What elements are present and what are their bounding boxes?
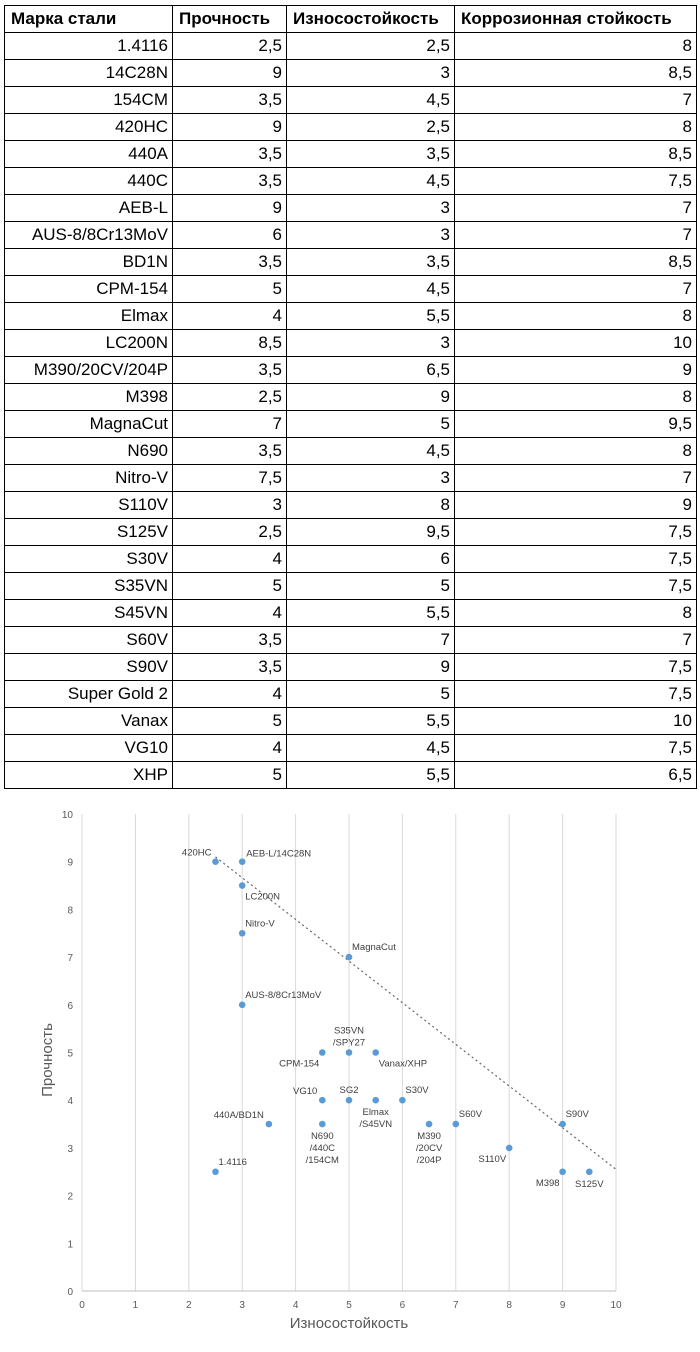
- point-label: CPM-154: [279, 1058, 320, 1070]
- cell-steel-grade: S35VN: [5, 573, 173, 600]
- cell-corrosion-resistance: 10: [455, 330, 697, 357]
- table-row: [5, 276, 697, 303]
- cell-strength: 3,5: [173, 654, 287, 681]
- table-row: [5, 114, 697, 141]
- x-tick-label: 0: [79, 1300, 85, 1311]
- table-row: [5, 411, 697, 438]
- cell-strength: 9: [173, 114, 287, 141]
- cell-corrosion-resistance: 9: [455, 357, 697, 384]
- table-row: [5, 384, 697, 411]
- data-point: [586, 1168, 593, 1175]
- table-row: [5, 249, 697, 276]
- cell-strength: 3,5: [173, 141, 287, 168]
- cell-steel-grade: S60V: [5, 627, 173, 654]
- chart-tick-labels: [62, 810, 622, 1311]
- table-row: [5, 600, 697, 627]
- cell-steel-grade: BD1N: [5, 249, 173, 276]
- cell-strength: 2,5: [173, 384, 287, 411]
- cell-strength: 3,5: [173, 627, 287, 654]
- cell-corrosion-resistance: 7,5: [455, 654, 697, 681]
- cell-steel-grade: 154CM: [5, 87, 173, 114]
- x-tick-label: 5: [346, 1300, 352, 1311]
- cell-steel-grade: 440C: [5, 168, 173, 195]
- cell-wear-resistance: 5,5: [287, 303, 455, 330]
- cell-wear-resistance: 7: [287, 627, 455, 654]
- table-row: [5, 87, 697, 114]
- point-label: Elmax /S45VN: [359, 1107, 393, 1131]
- cell-corrosion-resistance: 7: [455, 222, 697, 249]
- data-point: [372, 1097, 379, 1104]
- cell-corrosion-resistance: 7: [455, 465, 697, 492]
- cell-strength: 7,5: [173, 465, 287, 492]
- header-wear-resistance: Износостойкость: [287, 6, 455, 33]
- data-point: [239, 1002, 246, 1009]
- data-point: [559, 1121, 566, 1128]
- point-label: Vanax/XHP: [378, 1058, 428, 1070]
- scatter-chart: [0, 798, 700, 1352]
- cell-steel-grade: CPM-154: [5, 276, 173, 303]
- table-body: [5, 33, 697, 789]
- cell-strength: 3,5: [173, 438, 287, 465]
- cell-steel-grade: M390/20CV/204P: [5, 357, 173, 384]
- cell-wear-resistance: 3: [287, 60, 455, 87]
- cell-strength: 6: [173, 222, 287, 249]
- cell-steel-grade: S110V: [5, 492, 173, 519]
- cell-strength: 5: [173, 573, 287, 600]
- cell-strength: 5: [173, 762, 287, 789]
- data-point: [239, 930, 246, 937]
- x-tick-label: 4: [292, 1300, 299, 1311]
- table-row: [5, 195, 697, 222]
- data-point: [372, 1049, 379, 1056]
- cell-wear-resistance: 4,5: [287, 735, 455, 762]
- table-row: [5, 330, 697, 357]
- data-point: [506, 1145, 513, 1152]
- point-label: M398: [535, 1177, 560, 1189]
- cell-corrosion-resistance: 7,5: [455, 681, 697, 708]
- cell-wear-resistance: 3,5: [287, 141, 455, 168]
- cell-wear-resistance: 3: [287, 465, 455, 492]
- cell-corrosion-resistance: 10: [455, 708, 697, 735]
- point-label: S30V: [405, 1085, 429, 1097]
- data-point: [346, 1049, 353, 1056]
- table-row: [5, 708, 697, 735]
- point-label: AEB-L/14C28N: [246, 848, 312, 860]
- cell-corrosion-resistance: 8,5: [455, 141, 697, 168]
- point-label: SG2: [339, 1085, 359, 1097]
- table-row: [5, 681, 697, 708]
- cell-corrosion-resistance: 8,5: [455, 60, 697, 87]
- x-axis-label: Износостойкость: [289, 1315, 409, 1332]
- cell-steel-grade: VG10: [5, 735, 173, 762]
- cell-wear-resistance: 3,5: [287, 249, 455, 276]
- point-label: 420HC: [181, 847, 212, 859]
- y-tick-label: 4: [67, 1096, 73, 1108]
- point-label: M390 /20CV /204P: [415, 1131, 443, 1167]
- point-label: MagnaCut: [352, 942, 396, 954]
- cell-corrosion-resistance: 8: [455, 438, 697, 465]
- table-row: [5, 438, 697, 465]
- table-row: [5, 492, 697, 519]
- cell-corrosion-resistance: 8: [455, 384, 697, 411]
- point-label: S110V: [478, 1153, 507, 1165]
- data-point: [453, 1121, 460, 1128]
- cell-steel-grade: 420HC: [5, 114, 173, 141]
- x-tick-label: 8: [506, 1300, 512, 1311]
- header-strength: Прочность: [173, 6, 287, 33]
- data-point: [346, 954, 353, 961]
- table-row: [5, 465, 697, 492]
- data-point: [346, 1097, 353, 1104]
- table-row: [5, 627, 697, 654]
- cell-steel-grade: S125V: [5, 519, 173, 546]
- cell-steel-grade: XHP: [5, 762, 173, 789]
- cell-wear-resistance: 2,5: [287, 114, 455, 141]
- table-row: [5, 222, 697, 249]
- cell-corrosion-resistance: 7,5: [455, 573, 697, 600]
- table-row: [5, 357, 697, 384]
- x-tick-label: 2: [186, 1300, 192, 1311]
- cell-steel-grade: S90V: [5, 654, 173, 681]
- cell-strength: 5: [173, 276, 287, 303]
- data-point: [266, 1121, 273, 1128]
- cell-steel-grade: N690: [5, 438, 173, 465]
- cell-corrosion-resistance: 9: [455, 492, 697, 519]
- point-label: S125V: [575, 1178, 604, 1190]
- header-corrosion-resistance: Коррозионная стойкость: [455, 6, 697, 33]
- cell-strength: 9: [173, 60, 287, 87]
- cell-wear-resistance: 5: [287, 411, 455, 438]
- cell-wear-resistance: 3: [287, 222, 455, 249]
- cell-wear-resistance: 9: [287, 384, 455, 411]
- cell-steel-grade: Nitro-V: [5, 465, 173, 492]
- cell-wear-resistance: 5,5: [287, 600, 455, 627]
- y-tick-label: 8: [67, 905, 73, 917]
- y-tick-label: 10: [61, 810, 73, 821]
- cell-wear-resistance: 4,5: [287, 276, 455, 303]
- table-row: [5, 654, 697, 681]
- y-tick-label: 5: [67, 1048, 73, 1060]
- point-label: S90V: [565, 1109, 589, 1121]
- table-header-row: [5, 6, 697, 33]
- cell-steel-grade: Super Gold 2: [5, 681, 173, 708]
- point-label: S35VN /SPY27: [332, 1025, 366, 1049]
- data-point: [319, 1049, 326, 1056]
- y-tick-label: 3: [67, 1143, 73, 1155]
- cell-steel-grade: Elmax: [5, 303, 173, 330]
- cell-corrosion-resistance: 7: [455, 87, 697, 114]
- cell-steel-grade: Vanax: [5, 708, 173, 735]
- table-row: [5, 303, 697, 330]
- cell-strength: 4: [173, 303, 287, 330]
- data-point: [212, 1168, 219, 1175]
- cell-wear-resistance: 4,5: [287, 168, 455, 195]
- data-point: [559, 1168, 566, 1175]
- cell-steel-grade: S30V: [5, 546, 173, 573]
- y-axis-label: Прочность: [39, 1023, 56, 1097]
- cell-wear-resistance: 6,5: [287, 357, 455, 384]
- cell-steel-grade: LC200N: [5, 330, 173, 357]
- cell-strength: 4: [173, 546, 287, 573]
- cell-wear-resistance: 3: [287, 195, 455, 222]
- cell-strength: 4: [173, 735, 287, 762]
- y-tick-label: 7: [67, 953, 73, 965]
- cell-corrosion-resistance: 9,5: [455, 411, 697, 438]
- cell-wear-resistance: 5: [287, 573, 455, 600]
- cell-steel-grade: 440A: [5, 141, 173, 168]
- cell-corrosion-resistance: 8: [455, 600, 697, 627]
- cell-steel-grade: AEB-L: [5, 195, 173, 222]
- y-tick-label: 0: [67, 1287, 73, 1298]
- cell-steel-grade: 14C28N: [5, 60, 173, 87]
- x-tick-label: 7: [453, 1300, 459, 1311]
- x-tick-label: 9: [559, 1300, 566, 1311]
- x-tick-label: 10: [610, 1300, 622, 1311]
- cell-strength: 5: [173, 708, 287, 735]
- cell-strength: 7: [173, 411, 287, 438]
- table-row: [5, 33, 697, 60]
- cell-corrosion-resistance: 8,5: [455, 249, 697, 276]
- point-label: 1.4116: [218, 1156, 247, 1168]
- data-point: [399, 1097, 406, 1104]
- cell-wear-resistance: 9: [287, 654, 455, 681]
- data-point: [319, 1121, 326, 1128]
- cell-corrosion-resistance: 7,5: [455, 168, 697, 195]
- header-steel-grade: Марка стали: [5, 6, 173, 33]
- cell-wear-resistance: 2,5: [287, 33, 455, 60]
- y-tick-label: 2: [67, 1191, 73, 1203]
- cell-steel-grade: AUS-8/8Cr13MoV: [5, 222, 173, 249]
- table-row: [5, 168, 697, 195]
- cell-strength: 4: [173, 681, 287, 708]
- table-row: [5, 546, 697, 573]
- point-label: N690 /440C /154CM: [305, 1131, 339, 1167]
- data-point: [239, 882, 246, 889]
- cell-strength: 2,5: [173, 519, 287, 546]
- cell-strength: 3,5: [173, 168, 287, 195]
- cell-wear-resistance: 4,5: [287, 87, 455, 114]
- cell-corrosion-resistance: 8: [455, 303, 697, 330]
- cell-strength: 3,5: [173, 249, 287, 276]
- table-row: [5, 141, 697, 168]
- table-row: [5, 735, 697, 762]
- cell-steel-grade: 1.4116: [5, 33, 173, 60]
- x-tick-label: 6: [399, 1300, 406, 1311]
- trendline: [213, 857, 617, 1169]
- cell-wear-resistance: 6: [287, 546, 455, 573]
- cell-wear-resistance: 5,5: [287, 762, 455, 789]
- x-tick-label: 3: [239, 1300, 245, 1311]
- cell-wear-resistance: 4,5: [287, 438, 455, 465]
- table-row: [5, 519, 697, 546]
- point-label: S60V: [458, 1109, 483, 1121]
- cell-corrosion-resistance: 7,5: [455, 546, 697, 573]
- cell-corrosion-resistance: 8: [455, 33, 697, 60]
- point-label: AUS-8/8Cr13MoV: [245, 989, 322, 1001]
- cell-strength: 8,5: [173, 330, 287, 357]
- cell-corrosion-resistance: 7,5: [455, 519, 697, 546]
- table-row: [5, 762, 697, 789]
- cell-corrosion-resistance: 6,5: [455, 762, 697, 789]
- cell-steel-grade: M398: [5, 384, 173, 411]
- cell-strength: 3,5: [173, 357, 287, 384]
- cell-steel-grade: S45VN: [5, 600, 173, 627]
- chart-point-labels: [182, 848, 604, 1190]
- cell-corrosion-resistance: 7: [455, 276, 697, 303]
- table-row: [5, 573, 697, 600]
- point-label: LC200N: [245, 891, 281, 903]
- data-point: [426, 1121, 433, 1128]
- point-label: Nitro-V: [245, 918, 275, 930]
- cell-wear-resistance: 9,5: [287, 519, 455, 546]
- x-tick-label: 1: [132, 1300, 139, 1311]
- cell-strength: 3,5: [173, 87, 287, 114]
- steel-properties-table: [4, 5, 697, 789]
- cell-strength: 4: [173, 600, 287, 627]
- point-label: VG10: [293, 1086, 318, 1098]
- cell-wear-resistance: 3: [287, 330, 455, 357]
- cell-steel-grade: MagnaCut: [5, 411, 173, 438]
- cell-strength: 9: [173, 195, 287, 222]
- cell-wear-resistance: 5,5: [287, 708, 455, 735]
- cell-corrosion-resistance: 7: [455, 195, 697, 222]
- data-point: [319, 1097, 326, 1104]
- point-label: 440A/BD1N: [213, 1110, 264, 1122]
- cell-wear-resistance: 5: [287, 681, 455, 708]
- cell-wear-resistance: 8: [287, 492, 455, 519]
- cell-corrosion-resistance: 8: [455, 114, 697, 141]
- data-point: [239, 858, 246, 865]
- y-tick-label: 6: [67, 1000, 73, 1012]
- y-tick-label: 9: [67, 857, 73, 869]
- cell-strength: 2,5: [173, 33, 287, 60]
- data-point: [212, 858, 219, 865]
- y-tick-label: 1: [67, 1239, 73, 1251]
- cell-strength: 3: [173, 492, 287, 519]
- cell-corrosion-resistance: 7,5: [455, 735, 697, 762]
- cell-corrosion-resistance: 7: [455, 627, 697, 654]
- table-row: [5, 60, 697, 87]
